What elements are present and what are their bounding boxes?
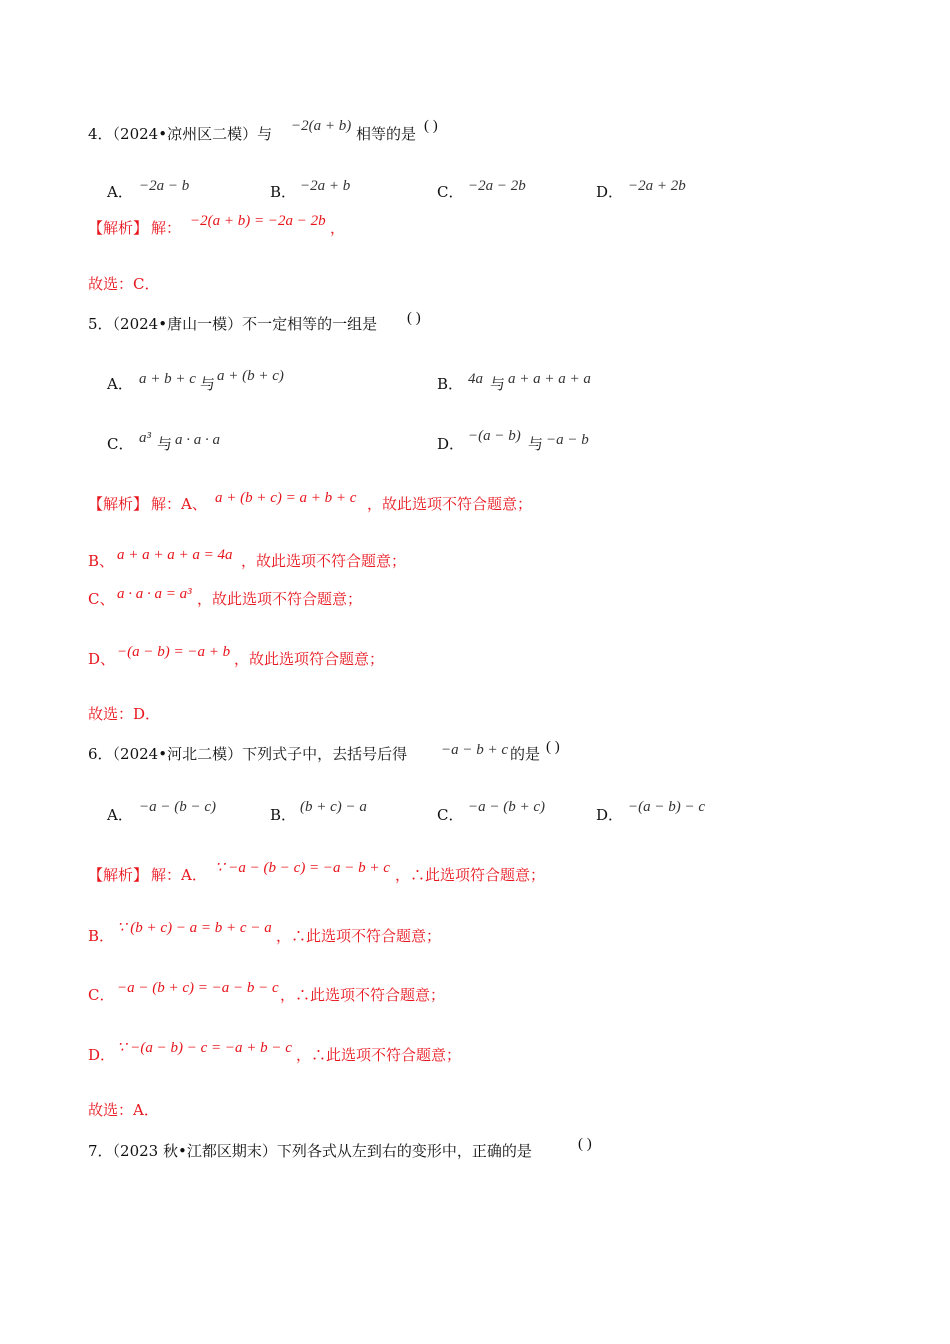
q6-solution-tag: 【解析】: [88, 866, 149, 884]
q5-option-d-mid: 与: [528, 435, 544, 453]
q5-option-c-mid: 与: [157, 435, 173, 453]
q6-solution-2-expr: ∵ (b + c) − a = b + c − a: [117, 920, 272, 936]
q6-solution-4-post: ，∴此选项不符合题意；: [296, 1046, 462, 1064]
q5-option-c-expr1: a³: [139, 430, 151, 446]
q5-option-a-expr2: a + (b + c): [217, 368, 284, 384]
q6-solution-4-expr: ∵ −(a − b) − c = −a + b − c: [117, 1040, 292, 1056]
q6-option-b-label: B．: [270, 806, 297, 824]
q5-solution-1-pre: 解：A、: [151, 495, 207, 513]
q6-option-d-expr: −(a − b) − c: [628, 799, 706, 815]
q4-option-b-label: B．: [270, 183, 297, 201]
q5-option-d-label: D．: [437, 435, 465, 453]
q6-solution-2-pre: B．: [88, 927, 115, 945]
q6-solution-3-expr: −a − (b + c) = −a − b − c: [117, 980, 279, 996]
q4-answer: 故选：C．: [88, 275, 160, 293]
q5-solution-3-pre: C、: [88, 590, 115, 608]
q5-solution-1-expr: a + (b + c) = a + b + c: [215, 490, 357, 506]
q7-stem: 7．（2023 秋•江都区期末）下列各式从左到右的变形中，正确的是: [88, 1142, 532, 1160]
q5-stem: 5．（2024•唐山一模）不一定相等的一组是: [88, 315, 378, 333]
q4-option-a-expr: −2a − b: [139, 178, 190, 194]
q5-option-b-label: B．: [437, 375, 464, 393]
q4-option-b-expr: −2a + b: [300, 178, 351, 194]
q5-solution-4-post: ，故此选项符合题意；: [234, 650, 385, 668]
q6-answer: 故选：A．: [88, 1101, 159, 1119]
q6-tail: 的是: [510, 745, 541, 763]
q4-expr: −2(a + b): [291, 118, 352, 134]
q5-option-c-expr2: a · a · a: [175, 432, 220, 448]
q5-option-b-mid: 与: [490, 375, 506, 393]
q4-stem: 4．（2024•凉州区二模）与: [88, 125, 273, 143]
q4-solution-expr: −2(a + b) = −2a − 2b: [190, 213, 326, 229]
q6-option-d-label: D．: [596, 806, 624, 824]
q6-solution-3-post: ，∴此选项不符合题意；: [280, 986, 446, 1004]
q6-solution-1-expr: ∵ −a − (b − c) = −a − b + c: [215, 860, 390, 876]
q4-option-c-label: C．: [437, 183, 464, 201]
q5-solution-tag: 【解析】: [88, 495, 149, 513]
q6-expr: −a − b + c: [441, 742, 509, 758]
q5-solution-3-expr: a · a · a = a³: [117, 586, 192, 602]
q4-option-a-label: A．: [107, 183, 133, 201]
q5-solution-2-pre: B、: [88, 552, 115, 570]
q6-option-b-expr: (b + c) − a: [300, 799, 367, 815]
q6-stem: 6．（2024•河北二模）下列式子中，去括号后得: [88, 745, 408, 763]
q6-option-c-label: C．: [437, 806, 464, 824]
q4-option-c-expr: −2a − 2b: [468, 178, 526, 194]
q6-option-c-expr: −a − (b + c): [468, 799, 546, 815]
q5-solution-1-post: ，故此选项不符合题意；: [367, 495, 533, 513]
q6-solution-1-pre: 解：A．: [151, 866, 207, 884]
q5-option-a-expr1: a + b + c: [139, 371, 196, 387]
q5-option-c-label: C．: [107, 435, 134, 453]
q6-solution-1-post: ，∴此选项符合题意；: [395, 866, 546, 884]
q5-option-d-expr2: −a − b: [546, 432, 589, 448]
q6-option-a-expr: −a − (b − c): [139, 799, 217, 815]
q5-solution-4-pre: D、: [88, 650, 116, 668]
q4-option-d-label: D．: [596, 183, 624, 201]
q5-answer: 故选：D．: [88, 705, 161, 723]
q5-option-a-mid: 与: [200, 375, 216, 393]
q4-solution-prefix: 解：: [151, 219, 182, 237]
q6-solution-4-pre: D．: [88, 1046, 116, 1064]
q5-option-b-expr1: 4a: [468, 371, 483, 387]
q6-answer-paren: ( ): [546, 739, 560, 755]
q4-solution-end: ，: [330, 219, 346, 237]
q6-solution-2-post: ，∴此选项不符合题意；: [276, 927, 442, 945]
q5-answer-paren: ( ): [407, 310, 421, 326]
q7-answer-paren: ( ): [578, 1136, 592, 1152]
q4-solution-tag: 【解析】: [88, 219, 149, 237]
q6-solution-3-pre: C．: [88, 986, 115, 1004]
q4-option-d-expr: −2a + 2b: [628, 178, 686, 194]
q5-option-a-label: A．: [107, 375, 133, 393]
q4-tail: 相等的是: [356, 125, 417, 143]
q4-answer-paren: ( ): [424, 118, 438, 134]
q5-solution-4-expr: −(a − b) = −a + b: [117, 644, 231, 660]
q5-option-d-expr1: −(a − b): [468, 428, 521, 444]
q5-solution-2-expr: a + a + a + a = 4a: [117, 547, 233, 563]
q5-solution-3-post: ，故此选项不符合题意；: [197, 590, 363, 608]
q5-option-b-expr2: a + a + a + a: [508, 371, 591, 387]
q5-solution-2-post: ，故此选项不符合题意；: [241, 552, 407, 570]
q6-option-a-label: A．: [107, 806, 133, 824]
